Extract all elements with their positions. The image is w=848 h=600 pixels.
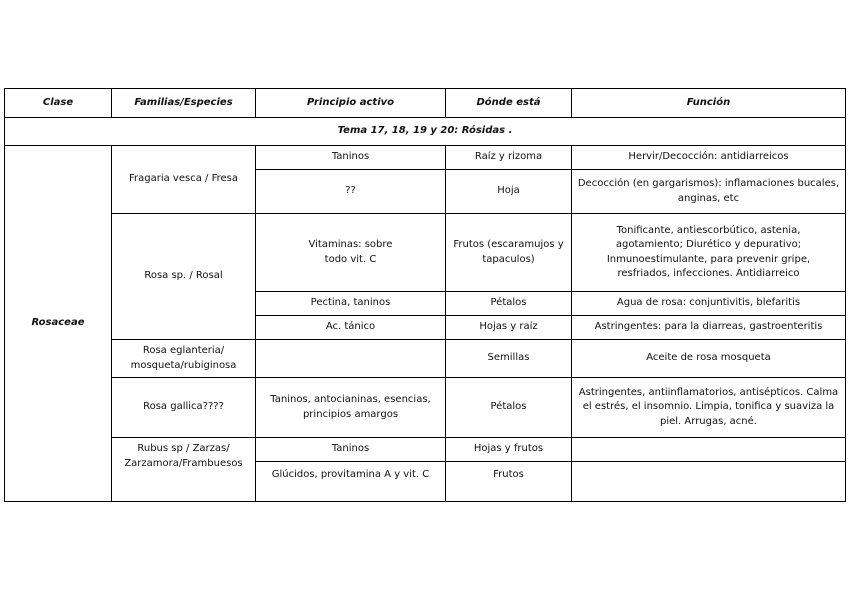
principio-cell: ??	[256, 170, 446, 214]
header-row	[5, 89, 846, 118]
principio-cell: Taninos, antocianinas, esencias, principios amargos	[256, 378, 446, 438]
header-familias: Familias/Especies	[112, 89, 256, 118]
table-row	[5, 438, 846, 462]
principio-cell	[256, 340, 446, 378]
donde-cell: Semillas	[446, 340, 572, 378]
table-row	[5, 214, 846, 292]
topic-title: Tema 17, 18, 19 y 20: Rósidas .	[5, 118, 846, 146]
donde-cell: Frutos (escaramujos y tapaculos)	[446, 214, 572, 292]
especie-cell: Rosa sp. / Rosal	[112, 214, 256, 340]
donde-cell: Raíz y rizoma	[446, 146, 572, 170]
principio-cell: Pectina, taninos	[256, 292, 446, 316]
principio-cell: Glúcidos, provitamina A y vit. C	[256, 462, 446, 502]
funcion-cell: Astringentes: para la diarreas, gastroenteritis	[572, 316, 846, 340]
especie-cell: Rosa eglanteria/ mosqueta/rubiginosa	[112, 340, 256, 378]
species-table	[4, 88, 846, 502]
header-principio: Principio activo	[256, 89, 446, 118]
table-row	[5, 340, 846, 378]
funcion-cell: Decocción (en gargarismos): inflamaciones bucales, anginas, etc	[572, 170, 846, 214]
especie-cell: Rosa gallica????	[112, 378, 256, 438]
topic-row	[5, 118, 846, 146]
funcion-cell: Tonificante, antiescorbútico, astenia, agotamiento; Diurético y depurativo; Inmunoestimulante, para prevenir gripe, resfriados, infecciones. Antidiarreico	[572, 214, 846, 292]
donde-cell: Frutos	[446, 462, 572, 502]
especie-cell: Fragaria vesca / Fresa	[112, 146, 256, 214]
funcion-cell: Aceite de rosa mosqueta	[572, 340, 846, 378]
donde-cell: Hoja	[446, 170, 572, 214]
principio-cell: Taninos	[256, 438, 446, 462]
table-row	[5, 146, 846, 170]
funcion-cell: Astringentes, antiinflamatorios, antisépticos. Calma el estrés, el insomnio. Limpia, tonifica y suaviza la piel. Arrugas, acné.	[572, 378, 846, 438]
especie-cell: Rubus sp / Zarzas/ Zarzamora/Frambuesos	[112, 438, 256, 502]
clase-cell: Rosaceae	[5, 146, 112, 502]
funcion-cell: Hervir/Decocción: antidiarreicos	[572, 146, 846, 170]
funcion-cell	[572, 462, 846, 502]
donde-cell: Pétalos	[446, 378, 572, 438]
header-donde: Dónde está	[446, 89, 572, 118]
donde-cell: Hojas y raíz	[446, 316, 572, 340]
table-row	[5, 378, 846, 438]
principio-cell: Ac. tánico	[256, 316, 446, 340]
principio-cell: Vitaminas: sobre todo vit. C	[256, 214, 446, 292]
funcion-cell	[572, 438, 846, 462]
principio-cell: Taninos	[256, 146, 446, 170]
donde-cell: Hojas y frutos	[446, 438, 572, 462]
funcion-cell: Agua de rosa: conjuntivitis, blefaritis	[572, 292, 846, 316]
header-clase: Clase	[5, 89, 112, 118]
donde-cell: Pétalos	[446, 292, 572, 316]
header-funcion: Función	[572, 89, 846, 118]
